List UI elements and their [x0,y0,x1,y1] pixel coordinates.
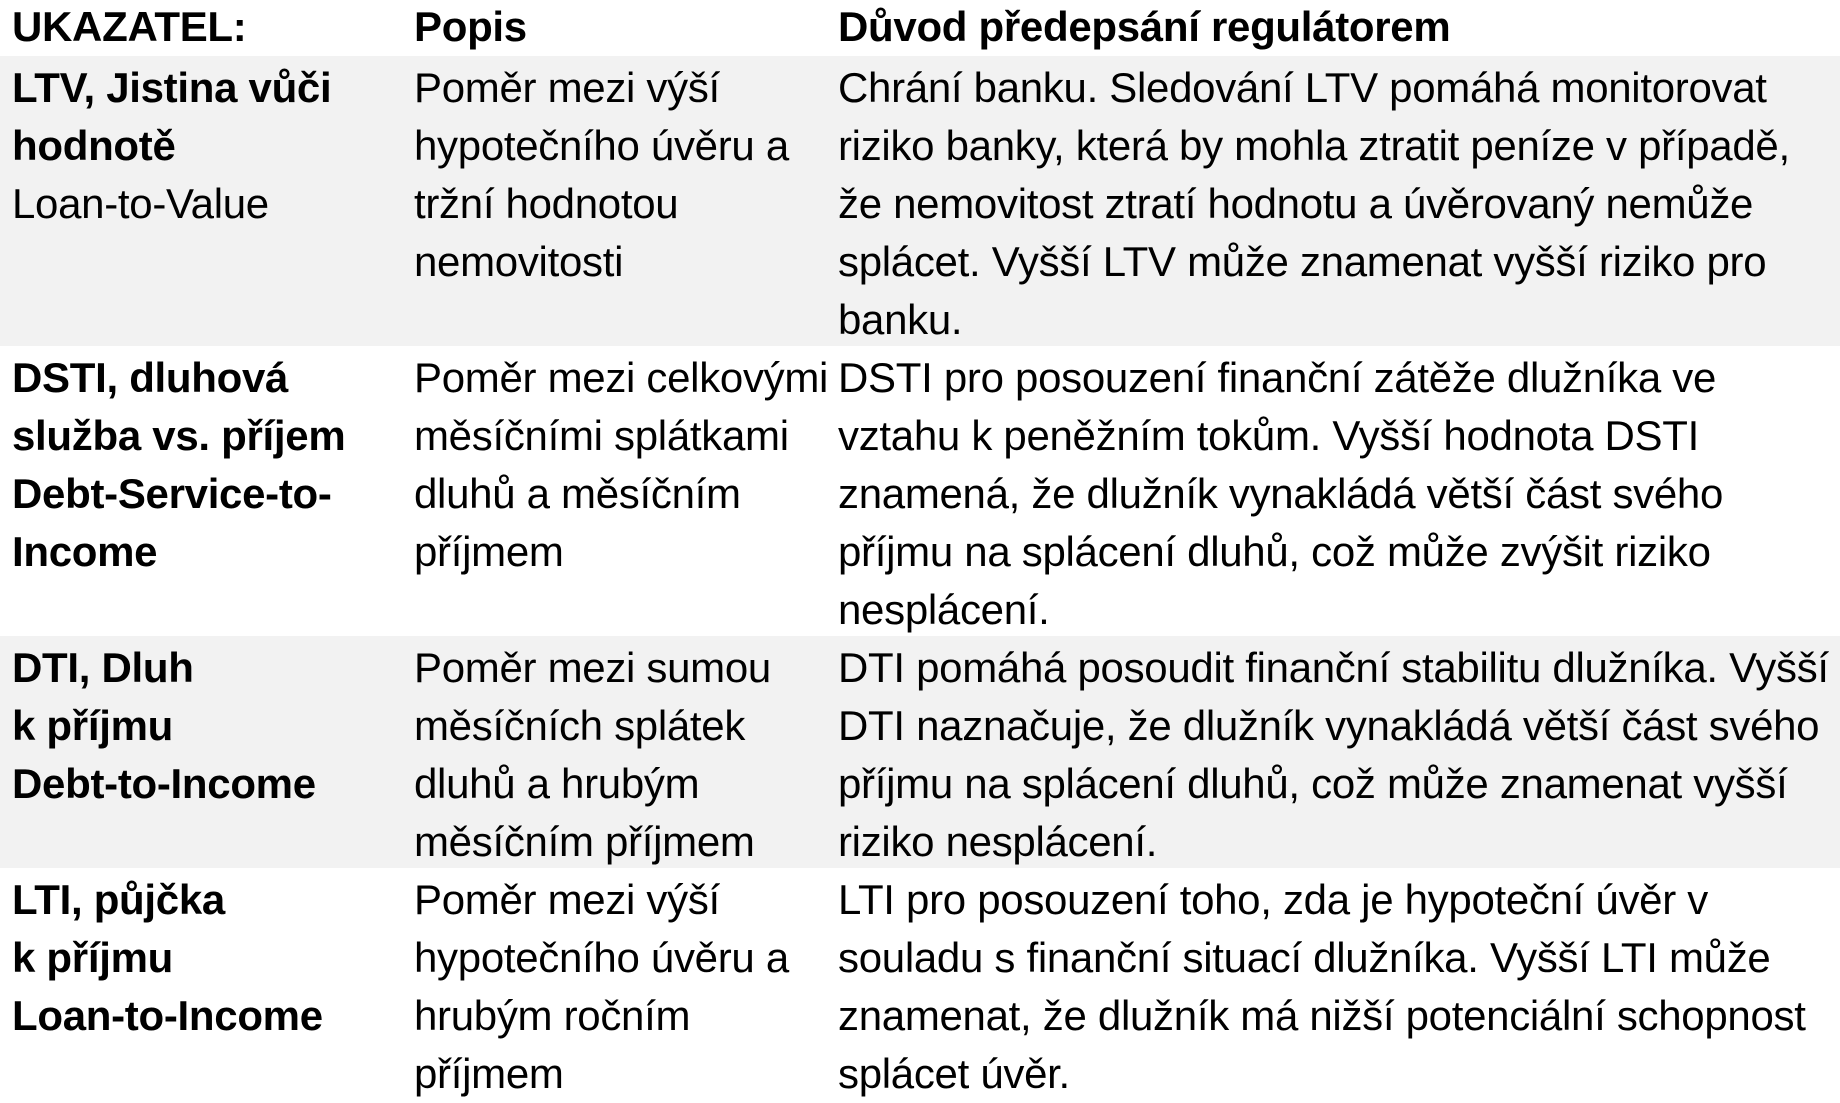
indicator-name-line: služba vs. příjem [12,412,346,459]
table-row [0,346,1840,636]
description-cell: Poměr mezi sumou měsíčních splátek dluhů a hrubým měsíčním příjmem [414,644,771,865]
reason-cell: DTI pomáhá posoudit finanční stabilitu dlužníka. Vyšší DTI naznačuje, že dlužník vynakládá větší část svého příjmu na splácení dluhů, což může znamenat vyšší riziko nesplácení. [838,644,1829,865]
indicator-english-name: Debt-to-Income [12,760,316,807]
description-cell: Poměr mezi výší hypotečního úvěru a tržní hodnotou nemovitosti [414,64,789,285]
indicator-english-name: Debt-Service-to-Income [12,470,332,575]
indicator-name-line: LTI, půjčka [12,876,225,923]
indicator-cell [12,349,404,581]
description-cell: Poměr mezi výší hypotečního úvěru a hrubým ročním příjmem [414,876,789,1097]
header-description: Popis [414,3,527,50]
description-cell: Poměr mezi celkovými měsíčními splátkami dluhů a měsíčním příjmem [414,354,829,575]
table-row [0,868,1840,1103]
indicator-name-line: k příjmu [12,934,173,981]
reason-cell: LTI pro posouzení toho, zda je hypoteční úvěr v souladu s finanční situací dlužníka. Vyšší LTI může znamenat, že dlužník má nižší potenciální schopnost splácet úvěr. [838,876,1806,1097]
header-indicator: UKAZATEL: [12,3,247,50]
indicator-name-line: DSTI, dluhová [12,354,289,401]
table-header-row [0,0,1840,56]
indicator-cell [12,59,404,233]
indicator-name-line: k příjmu [12,702,173,749]
indicator-name-line: DTI, Dluh [12,644,194,691]
reason-cell: Chrání banku. Sledování LTV pomáhá monitorovat riziko banky, která by mohla ztratit peníze v případě, že nemovitost ztratí hodnotu a úvěrovaný nemůže splácet. Vyšší LTV může znamenat vyšší riziko pro banku. [838,64,1790,343]
indicator-name-line: LTV, Jistina vůči [12,64,332,111]
indicator-english-name: Loan-to-Value [12,180,269,227]
indicator-english-name: Loan-to-Income [12,992,323,1039]
indicator-name-line: hodnotě [12,122,176,169]
reason-cell: DSTI pro posouzení finanční zátěže dlužníka ve vztahu k peněžním tokům. Vyšší hodnota DSTI znamená, že dlužník vynakládá větší část svého příjmu na splácení dluhů, což může zvýšit riziko nesplácení. [838,354,1724,633]
header-reason: Důvod předepsání regulátorem [838,3,1451,50]
indicator-cell [12,871,404,1045]
indicator-cell [12,639,404,813]
table-row [0,636,1840,868]
table-row [0,56,1840,346]
